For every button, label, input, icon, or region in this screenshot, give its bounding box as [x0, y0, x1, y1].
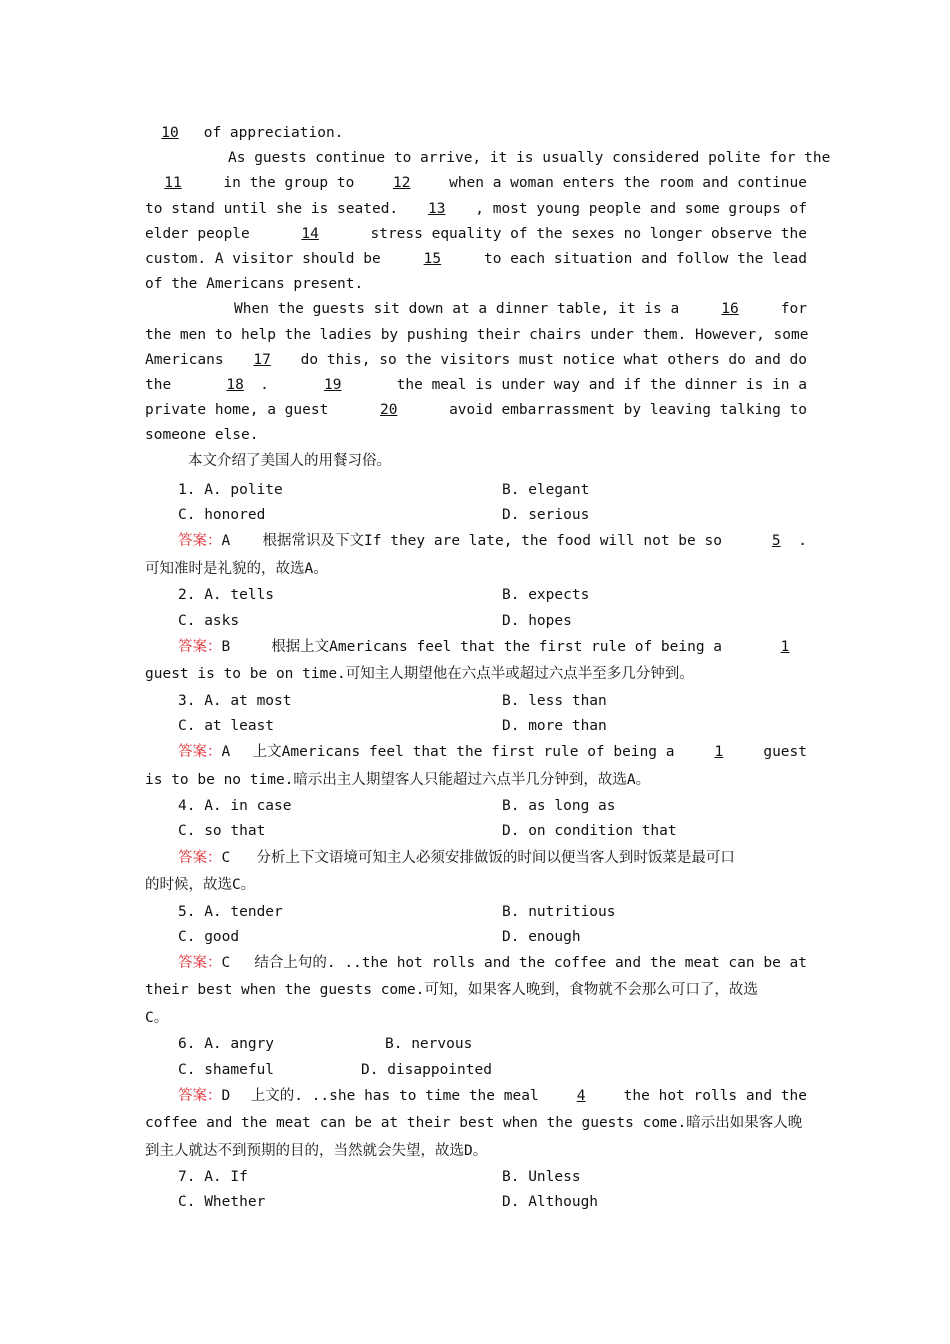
blank: 1	[780, 638, 790, 655]
passage-line	[145, 348, 807, 373]
passage-text: elder people	[145, 225, 250, 242]
blank: 1	[714, 744, 724, 761]
answer-6	[145, 1083, 807, 1111]
explanation-line: guest is to be on time.可知主人期望他在六点半或超过六点半至多几分钟到。	[145, 666, 694, 683]
passage-text: to stand until she is seated.	[145, 200, 399, 217]
passage-line	[145, 373, 807, 398]
passage-line	[145, 297, 807, 322]
blank: 18	[226, 376, 244, 393]
passage-text: Americans	[145, 351, 224, 368]
explanation-text: 上文的. ..she has to time the meal	[250, 1087, 539, 1104]
passage-text: in the group to	[223, 175, 355, 192]
option-a: 6. A. angry	[178, 1036, 275, 1053]
explanation-text: guest	[763, 744, 807, 761]
passage-text: when a woman enters the room and continue	[449, 175, 807, 192]
question-3-row2	[145, 714, 807, 739]
explanation-line: 到主人就达不到预期的目的，当然就会失望，故选D。	[145, 1142, 488, 1159]
option-d: D. hopes	[502, 612, 572, 629]
explanation-text: 上文Americans feel that the first rule of being a	[252, 744, 675, 761]
explanation-text: coffee and the meat can be at their best when the guests come.暗示出如果客人晚	[145, 1115, 803, 1132]
blank: 16	[721, 301, 739, 318]
answer-2	[145, 634, 807, 662]
passage-line	[145, 398, 807, 423]
answer-label: 答案：	[178, 638, 222, 655]
blank: 12	[392, 175, 411, 192]
question-7-row1	[145, 1165, 807, 1190]
question-5-row2	[145, 925, 807, 950]
summary: 本文介绍了美国人的用餐习俗。	[188, 453, 391, 470]
blank: 10	[161, 125, 179, 141]
option-a: 4. A. in case	[178, 798, 292, 815]
option-a: 5. A. tender	[178, 903, 283, 920]
question-6-row2	[145, 1058, 807, 1083]
passage-text: When the guests sit down at a dinner table, it is a	[234, 301, 680, 318]
passage-line	[145, 171, 807, 196]
answer-label: 答案：	[178, 533, 222, 550]
option-a: 2. A. tells	[178, 587, 275, 604]
option-d: D. Although	[502, 1194, 599, 1211]
blank: 5	[771, 533, 781, 550]
option-a: 3. A. at most	[178, 692, 292, 709]
option-a: 7. A. If	[178, 1169, 248, 1186]
option-c: C. honored	[178, 507, 266, 524]
blank: 13	[427, 200, 446, 217]
question-4-row2	[145, 819, 807, 844]
explanation-line: their best when the guests come.可知，如果客人晚到，食物就不会那么可口了，故选	[145, 982, 758, 999]
answer-key: A	[221, 744, 231, 761]
passage-text: stress equality of the sexes no longer observe the	[370, 225, 807, 242]
explanation-text: 根据常识及下文If they are late, the food will not be so	[262, 533, 722, 550]
passage-line: someone else.	[145, 427, 259, 444]
answer-4	[145, 845, 807, 873]
answer-key: D	[221, 1087, 231, 1104]
answer-3	[145, 739, 807, 767]
passage	[145, 121, 831, 476]
answer-label: 答案：	[178, 1087, 222, 1104]
passage-text: for	[780, 301, 807, 318]
passage-text: , most young people and some groups of	[475, 200, 807, 217]
explanation-line: 可知准时是礼貌的，故选A。	[145, 560, 328, 577]
explanation-line: C。	[145, 1009, 169, 1026]
answer-key: C	[221, 954, 231, 971]
option-b: B. elegant	[502, 482, 590, 498]
option-b: B. nervous	[385, 1036, 473, 1053]
option-d: D. serious	[502, 507, 590, 524]
questions	[145, 478, 807, 1216]
question-1-row2	[145, 503, 807, 528]
explanation-line	[145, 1110, 807, 1138]
option-b: B. expects	[502, 587, 590, 604]
passage-text: the	[145, 376, 172, 393]
passage-line	[145, 323, 807, 348]
passage-text: the men to help the ladies by pushing their chairs under them. However, some	[145, 326, 809, 343]
blank: 15	[423, 250, 442, 267]
answer-label: 答案：	[178, 744, 222, 761]
passage-text: of appreciation.	[203, 125, 344, 141]
passage-text: to each situation and follow the lead	[483, 250, 807, 267]
question-1-row1	[145, 478, 807, 503]
blank: 20	[379, 402, 398, 419]
passage-text: custom. A visitor should be	[145, 250, 381, 267]
option-c: C. at least	[178, 717, 275, 734]
blank: 19	[324, 376, 342, 393]
answer-5	[145, 950, 807, 978]
option-c: C. good	[178, 928, 240, 945]
option-c: C. asks	[178, 612, 240, 629]
passage-line: of the Americans present.	[145, 276, 364, 293]
answer-label: 答案：	[178, 849, 222, 866]
passage-line	[145, 146, 831, 171]
blank: 17	[253, 351, 271, 368]
passage-line	[145, 247, 807, 272]
answer-1	[145, 528, 807, 556]
explanation-text: 根据上文Americans feel that the first rule of being a	[271, 638, 723, 655]
explanation-text: 分析上下文语境可知主人必须安排做饭的时间以便当客人到时饭菜是最可口	[256, 849, 735, 866]
option-d: D. disappointed	[361, 1061, 492, 1078]
passage-text: do this, so the visitors must notice what others do and do	[300, 351, 807, 368]
passage-text: .	[260, 376, 269, 393]
blank: 4	[576, 1087, 586, 1104]
passage-text: As guests continue to arrive, it is usually considered polite for the	[228, 150, 831, 167]
option-c: C. Whether	[178, 1194, 266, 1211]
option-b: B. nutritious	[502, 903, 616, 920]
option-b: B. less than	[502, 692, 607, 709]
blank: 14	[301, 225, 319, 242]
option-a: 1. A. polite	[178, 482, 283, 498]
answer-key: B	[221, 638, 231, 655]
answer-key: A	[221, 533, 231, 550]
explanation-line: is to be no time.暗示出主人期望客人只能超过六点半几分钟到，故选A。	[145, 771, 651, 788]
passage-line	[145, 197, 807, 222]
explanation-text: the hot rolls and the	[623, 1087, 807, 1104]
option-c: C. shameful	[178, 1061, 275, 1078]
question-2-row2	[145, 609, 807, 634]
blank: 11	[164, 175, 182, 192]
explanation-text: .	[798, 533, 807, 550]
question-3-row1	[145, 689, 807, 714]
explanation-text: 结合上句的. ..the hot rolls and the coffee and the meat can be at	[254, 954, 807, 971]
question-2-row1	[145, 583, 807, 608]
question-7-row2	[145, 1190, 807, 1215]
passage-line	[145, 222, 807, 247]
passage-text: avoid embarrassment by leaving talking to	[449, 402, 807, 419]
explanation-line: 的时候，故选C。	[145, 877, 256, 893]
option-b: B. Unless	[502, 1169, 581, 1186]
passage-text: private home, a guest	[145, 402, 329, 419]
option-c: C. so that	[178, 823, 266, 840]
option-d: D. on condition that	[502, 823, 677, 840]
question-4-row1	[145, 794, 807, 819]
answer-label: 答案：	[178, 954, 222, 971]
question-5-row1	[145, 900, 807, 925]
option-d: D. enough	[502, 928, 581, 945]
option-b: B. as long as	[502, 798, 616, 815]
question-6-row1	[145, 1032, 807, 1057]
passage-text: the meal is under way and if the dinner is in a	[396, 376, 807, 393]
answer-key: C	[221, 849, 231, 866]
option-d: D. more than	[502, 717, 607, 734]
passage-line	[145, 121, 807, 146]
